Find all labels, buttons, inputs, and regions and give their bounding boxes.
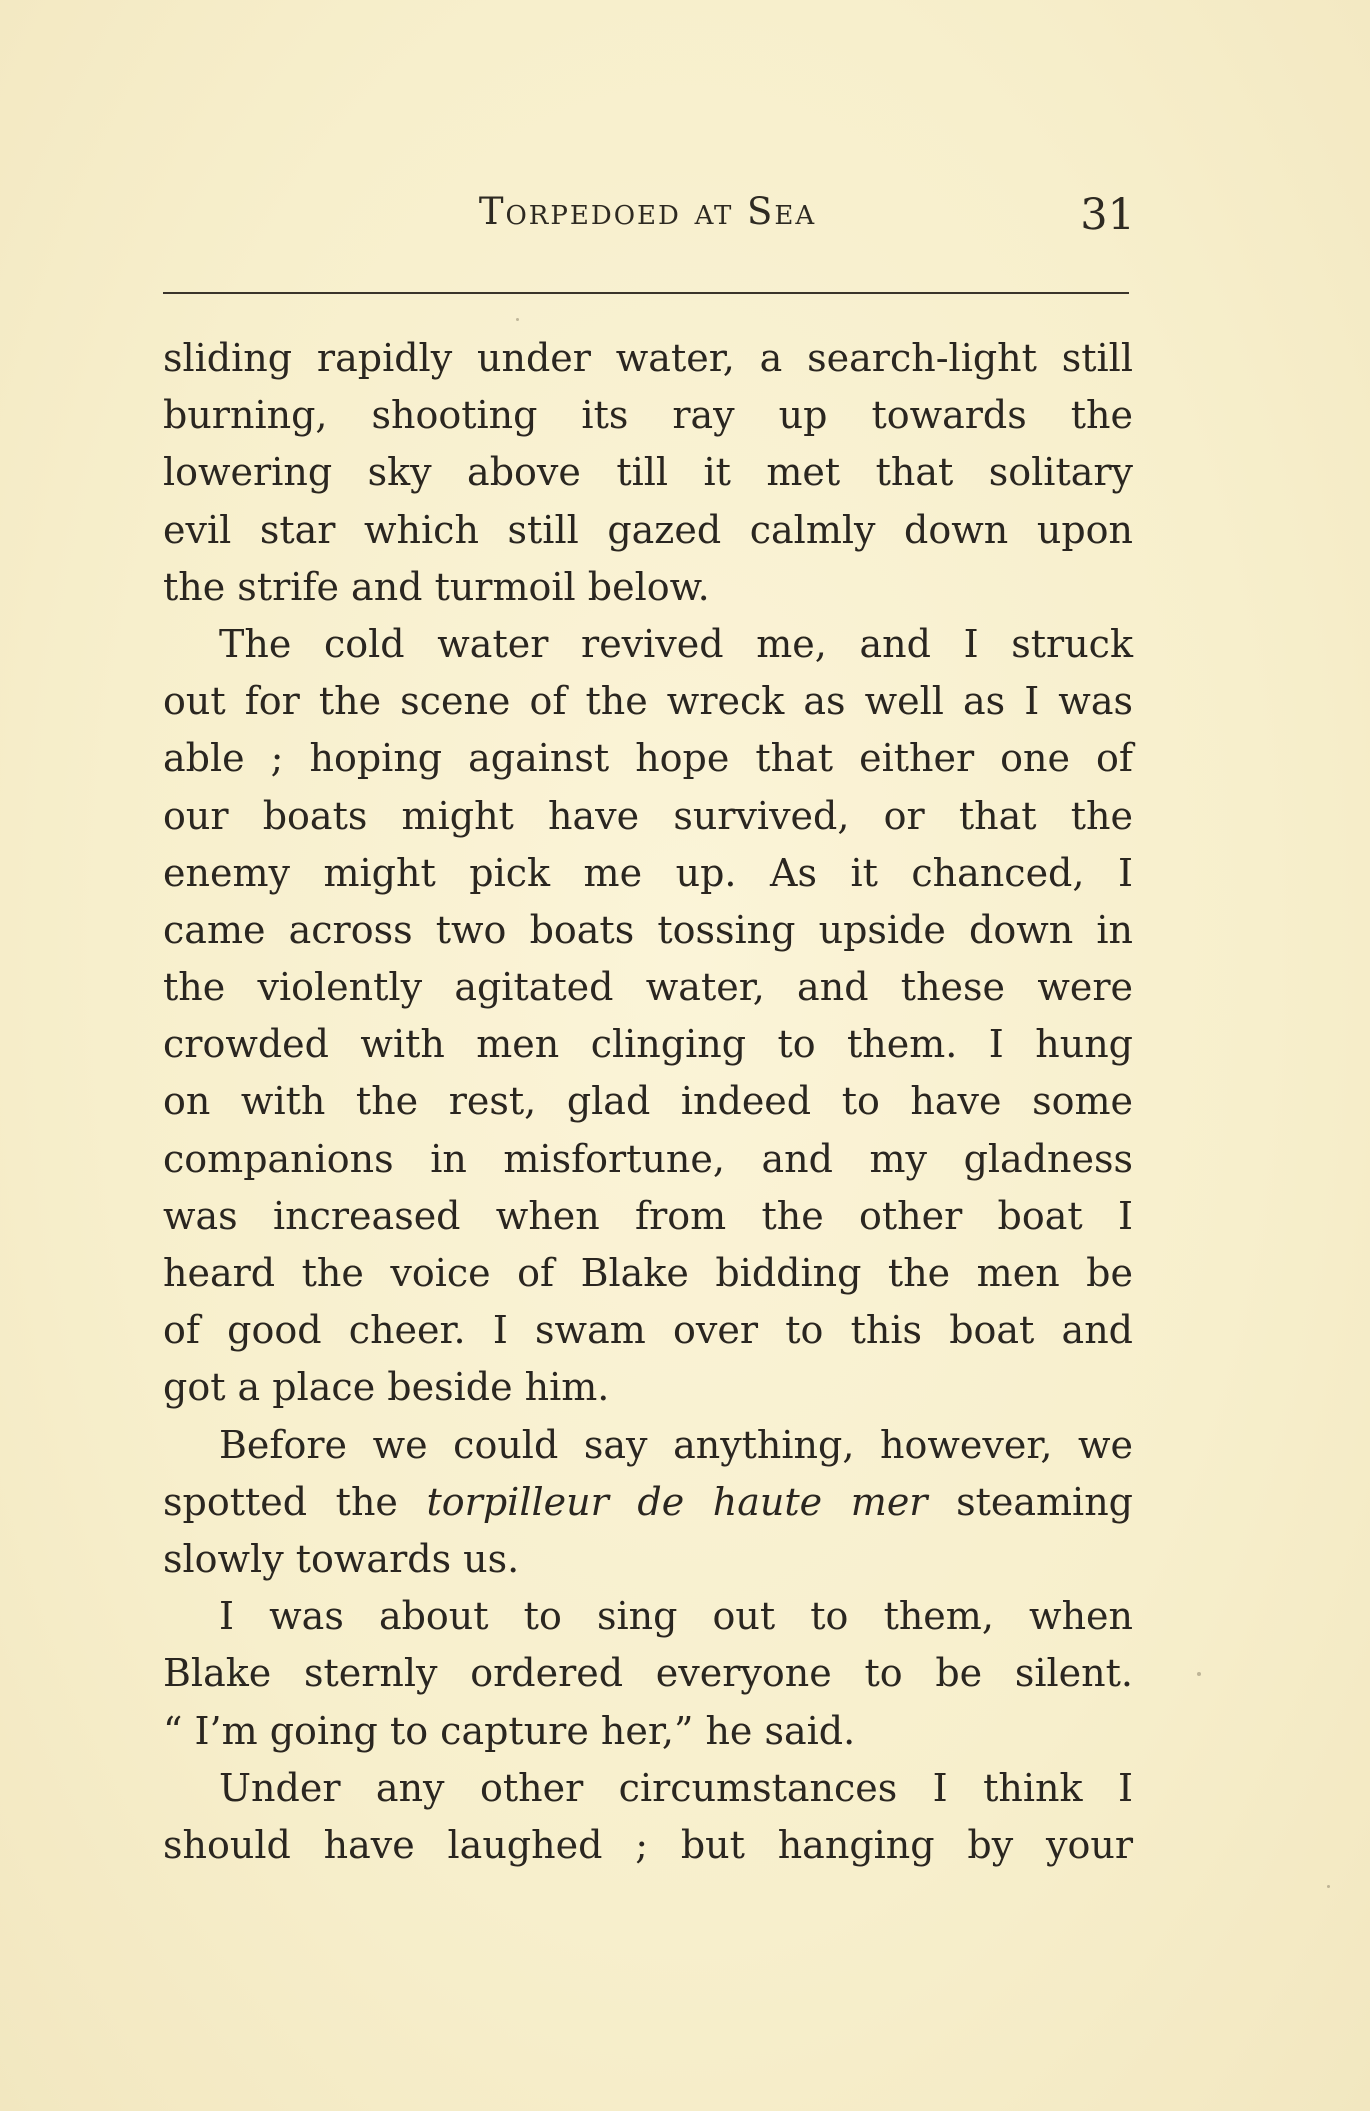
text-line: Under any other circumstances I think I	[219, 1765, 1133, 1810]
paper-speck	[516, 318, 519, 321]
text-line-with-italic	[163, 1474, 1133, 1531]
text-line: companions in misfortune, and my gladness	[163, 1136, 1133, 1181]
text-line: slowly towards us.	[163, 1536, 520, 1581]
running-title: Torpedoed at Sea	[478, 190, 817, 233]
text-line: “ I’m going to capture her,” he said.	[163, 1708, 856, 1753]
text-line: enemy might pick me up. As it chanced, I	[163, 850, 1133, 895]
text-line: Before we could say anything, however, we	[219, 1422, 1133, 1467]
body-text	[163, 330, 1133, 1874]
text-line: I was about to sing out to them, when	[219, 1594, 1133, 1639]
text-line: on with the rest, glad indeed to have some	[163, 1079, 1133, 1124]
text-line: lowering sky above till it met that solitary	[163, 450, 1133, 495]
text-line: heard the voice of Blake bidding the men be	[163, 1251, 1133, 1295]
text-line: was increased when from the other boat I	[163, 1193, 1133, 1238]
text-line: out for the scene of the wreck as well as I was	[163, 679, 1133, 724]
paper-speck	[1197, 1672, 1201, 1676]
text-line: The cold water revived me, and I struck	[219, 621, 1133, 666]
italic-phrase: torpilleur de haute mer	[426, 1479, 928, 1524]
text-line: came across two boats tossing upside down in	[163, 907, 1133, 952]
text-fragment: spotted the	[163, 1479, 427, 1524]
text-line: evil star which still gazed calmly down upon	[163, 507, 1133, 552]
page-header	[160, 190, 1135, 260]
text-line: burning, shooting its ray up towards the	[163, 393, 1133, 438]
paper-speck	[1327, 1885, 1330, 1888]
text-line: the strife and turmoil below.	[163, 564, 710, 609]
text-fragment: steaming	[927, 1479, 1134, 1524]
text-line: our boats might have survived, or that the	[163, 793, 1133, 838]
text-line: crowded with men clinging to them. I hung	[163, 1022, 1133, 1067]
text-line: got a place beside him.	[163, 1365, 610, 1410]
text-line: sliding rapidly under water, a search-light still	[163, 336, 1133, 380]
text-line: should have laughed ; but hanging by your	[163, 1822, 1133, 1867]
text-line: the violently agitated water, and these were	[163, 965, 1133, 1010]
page-number: 31	[1080, 190, 1135, 240]
text-line: able ; hoping against hope that either one of	[163, 736, 1133, 781]
header-rule	[163, 292, 1129, 294]
text-line: Blake sternly ordered everyone to be silent.	[163, 1651, 1133, 1696]
text-line: of good cheer. I swam over to this boat and	[163, 1308, 1133, 1353]
